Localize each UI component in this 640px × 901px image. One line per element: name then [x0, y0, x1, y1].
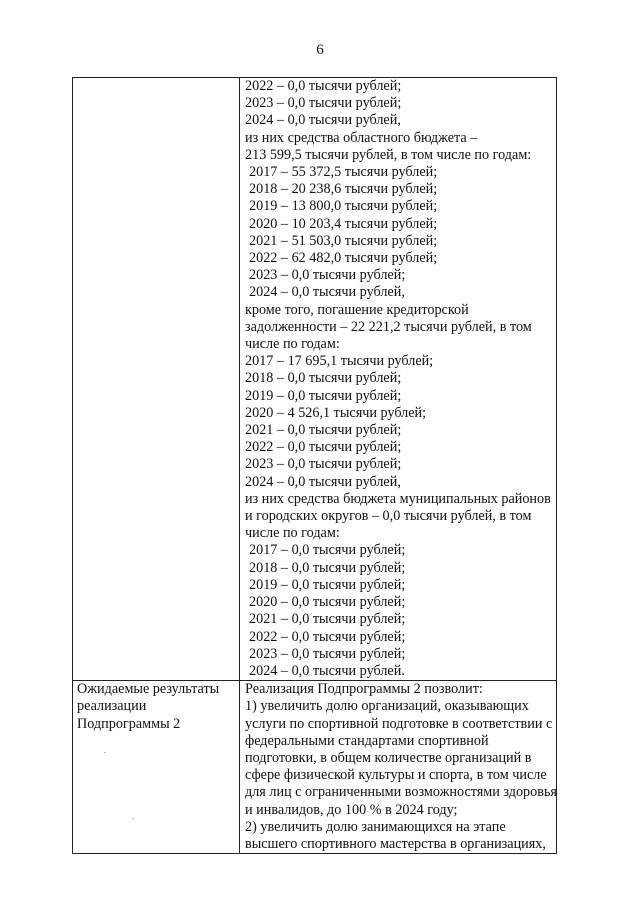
- text-line: 2018 – 0,0 тысячи рублей;: [245, 370, 402, 387]
- text-line: реализации: [77, 698, 147, 715]
- text-line: 2023 – 0,0 тысячи рублей;: [245, 456, 402, 473]
- text-line: 2019 – 0,0 тысячи рублей;: [249, 576, 406, 593]
- text-line: 2022 – 0,0 тысячи рублей;: [249, 628, 406, 645]
- text-line: Подпрограммы 2: [77, 715, 181, 732]
- text-line: 2020 – 0,0 тысячи рублей;: [249, 594, 406, 611]
- row1-content-cell: [240, 78, 557, 681]
- text-line: 2022 – 0,0 тысячи рублей;: [245, 78, 402, 94]
- text-line: и инвалидов, до 100 % в 2024 году;: [245, 801, 458, 818]
- text-line: 2024 – 0,0 тысячи рублей,: [245, 112, 401, 129]
- text-line: 2018 – 0,0 тысячи рублей;: [249, 559, 406, 576]
- text-line: 2) увеличить долю занимающихся на этапе: [245, 818, 506, 835]
- page-number: 6: [316, 42, 324, 58]
- text-line: Реализация Подпрограммы 2 позволит:: [245, 681, 483, 698]
- scan-speck: [132, 818, 134, 819]
- text-line: 2017 – 0,0 тысячи рублей;: [249, 542, 406, 559]
- text-line: Ожидаемые результаты: [77, 681, 220, 698]
- program-table: [72, 77, 557, 854]
- text-line: 2017 – 17 695,1 тысячи рублей;: [245, 353, 434, 370]
- text-line: 2022 – 0,0 тысячи рублей;: [245, 439, 402, 456]
- row2-content-cell: [240, 681, 557, 854]
- text-line: 2020 – 10 203,4 тысячи рублей;: [249, 215, 438, 232]
- text-line: из них средства областного бюджета –: [245, 129, 478, 146]
- text-line: 2021 – 0,0 тысячи рублей;: [249, 611, 406, 628]
- text-line: 2021 – 0,0 тысячи рублей;: [245, 422, 402, 439]
- text-line: 213 599,5 тысячи рублей, в том числе по годам:: [245, 146, 532, 163]
- text-line: 2024 – 0,0 тысячи рублей,: [245, 473, 401, 490]
- text-line: сфере физической культуры и спорта, в том числе: [245, 767, 547, 784]
- text-line: 2018 – 20 238,6 тысячи рублей;: [249, 181, 438, 198]
- text-line: 2020 – 4 526,1 тысячи рублей;: [245, 404, 427, 421]
- table-row-financing: [73, 78, 557, 681]
- text-line: 2023 – 0,0 тысячи рублей;: [245, 95, 402, 112]
- text-line: 2021 – 51 503,0 тысячи рублей;: [249, 232, 438, 249]
- scan-speck: [104, 752, 106, 753]
- text-line: 2024 – 0,0 тысячи рублей,: [249, 284, 405, 301]
- text-line: 1) увеличить долю организаций, оказывающих: [245, 698, 529, 715]
- text-line: и городских округов – 0,0 тысячи рублей, в том: [245, 508, 532, 525]
- text-line: числе по годам:: [245, 336, 340, 353]
- text-line: из них средства бюджета муниципальных районов: [245, 490, 551, 507]
- row2-label-cell: [73, 681, 240, 854]
- text-line: 2019 – 13 800,0 тысячи рублей;: [249, 198, 438, 215]
- text-line: услуги по спортивной подготовке в соответствии с: [245, 715, 553, 732]
- text-line: подготовки, в общем количестве организаций в: [245, 749, 532, 766]
- table-row-expected-results: [73, 681, 557, 854]
- text-line: 2017 – 55 372,5 тысячи рублей;: [249, 164, 438, 181]
- text-line: 2023 – 0,0 тысячи рублей;: [249, 267, 406, 284]
- text-line: задолженности – 22 221,2 тысячи рублей, в том: [245, 318, 532, 335]
- text-line: 2022 – 62 482,0 тысячи рублей;: [249, 250, 438, 267]
- text-line: числе по годам:: [245, 525, 340, 542]
- text-line: 2019 – 0,0 тысячи рублей;: [245, 387, 402, 404]
- text-line: кроме того, погашение кредиторской: [245, 301, 469, 318]
- row1-label-cell: [73, 78, 240, 681]
- text-line: высшего спортивного мастерства в организациях,: [245, 835, 546, 852]
- text-line: 2024 – 0,0 тысячи рублей.: [249, 662, 405, 679]
- text-line: федеральными стандартами спортивной: [245, 732, 489, 749]
- text-line: для лиц с ограниченными возможностями здоровья: [245, 784, 557, 801]
- text-line: 2023 – 0,0 тысячи рублей;: [249, 645, 406, 662]
